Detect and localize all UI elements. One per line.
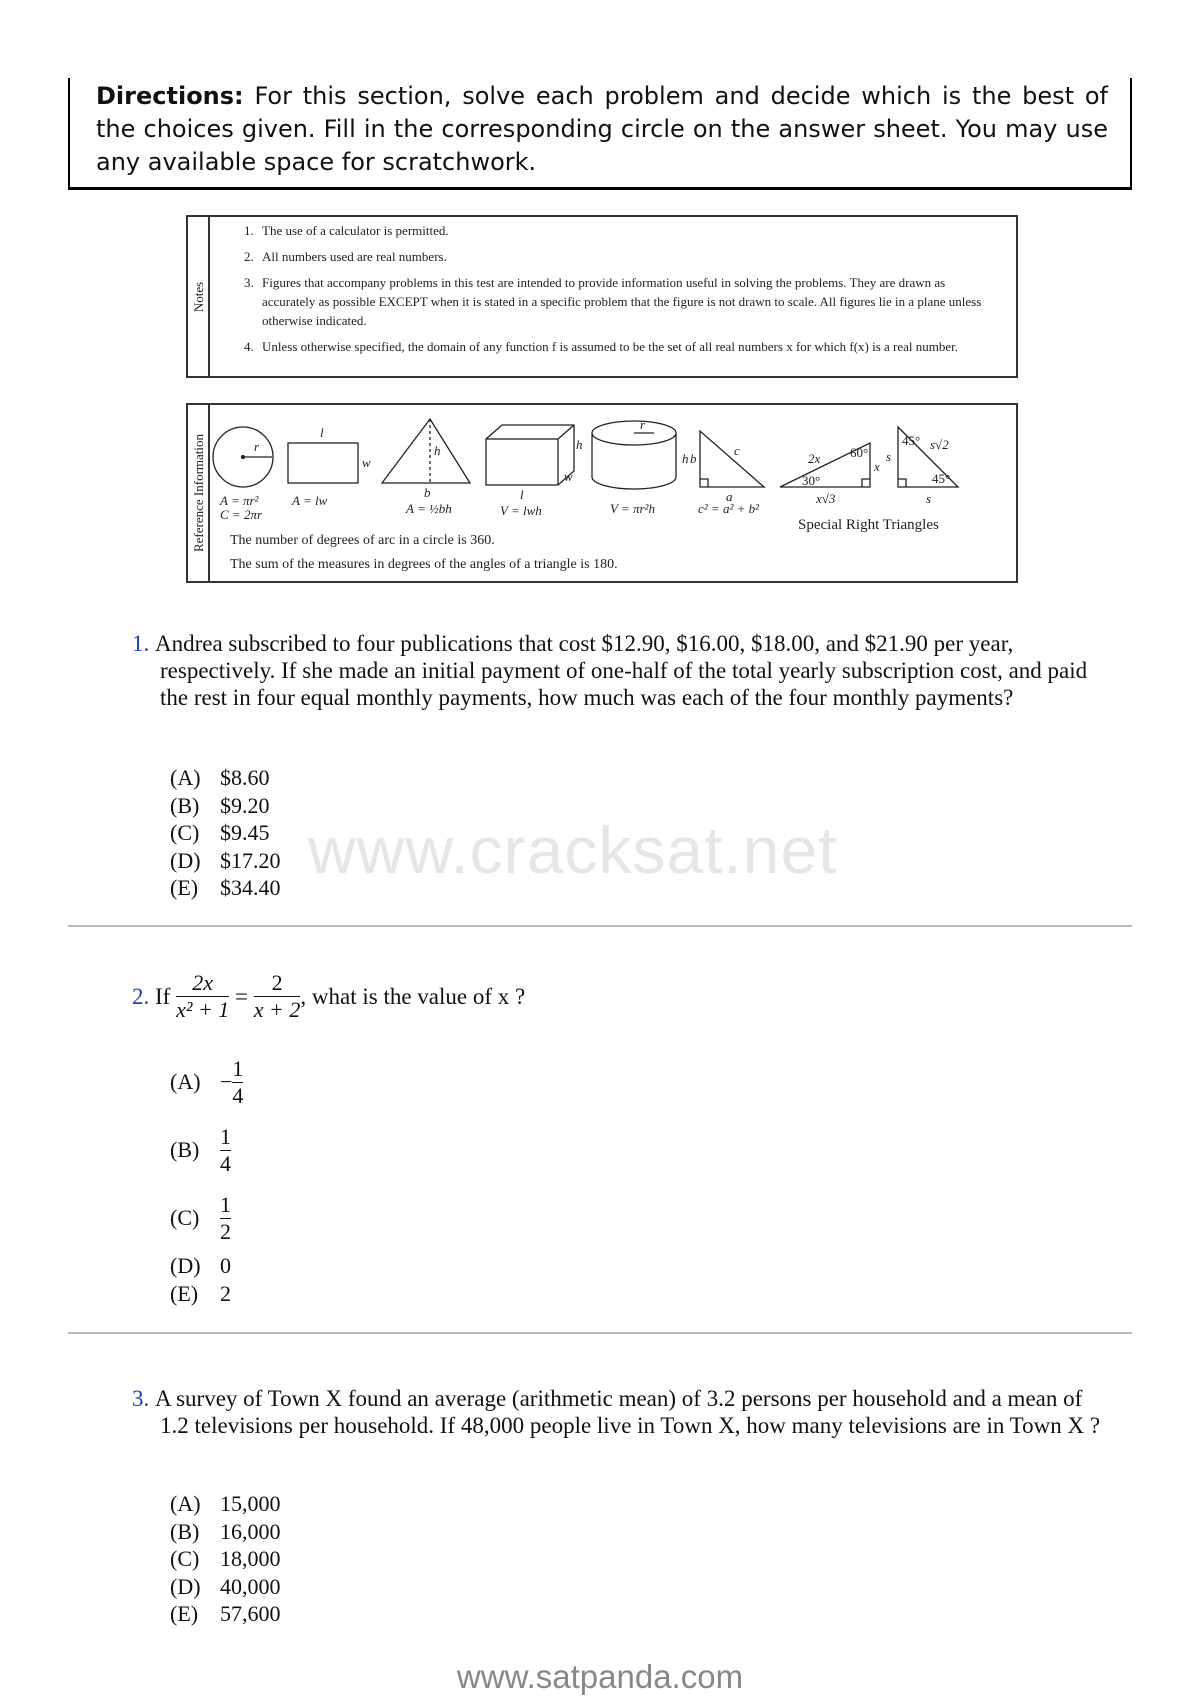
choice[interactable]: (D) $17.20 xyxy=(170,847,281,873)
directions-text: For this section, solve each problem and decide which is the best of the choices given. Fill in the corresponding circle on the answer sheet. You may use any available space for scratchwork. xyxy=(96,82,1108,176)
divider xyxy=(68,1332,1132,1334)
question-text: , what is the value of x ? xyxy=(300,984,526,1009)
question-3-choices xyxy=(170,1490,281,1628)
triangle-30-60-90-figure xyxy=(780,443,880,506)
question-1 xyxy=(132,630,1110,711)
note-item: 2. All numbers used are real numbers. xyxy=(244,249,447,264)
choice[interactable]: (E) $34.40 xyxy=(170,875,281,900)
svg-text:60°: 60° xyxy=(850,445,869,460)
question-number: 3. xyxy=(132,1386,150,1411)
directions-box xyxy=(68,78,1132,190)
equation-lhs-fraction: $\frac{2x}{\text{x² + 1}}$ xyxy=(176,970,230,1022)
box-figure xyxy=(486,425,583,518)
choice[interactable]: (C) 18,000 xyxy=(170,1546,281,1571)
notes-sidebar xyxy=(188,217,210,376)
note-item: 3. Figures that accompany problems in this test are intended to provide information useful in solving the problems. They are drawn as accurately as possible EXCEPT when it is stated in a specific problem that the figure is not drawn to scale. All figures lie in a plane unless otherwise indicated. xyxy=(244,275,982,328)
cylinder-figure xyxy=(592,417,689,516)
reference-figures xyxy=(210,405,1016,540)
triangle-area-formula: A = ½bh xyxy=(406,501,452,516)
svg-text:45°: 45° xyxy=(932,471,951,486)
choice[interactable]: (A) $8.60 xyxy=(170,765,270,790)
reference-sidebar-label: Reference Information xyxy=(191,433,206,553)
reference-box xyxy=(186,403,1018,583)
choice[interactable]: (C) $\frac{1}{2}$ xyxy=(170,1191,231,1244)
question-2: 2. If $\frac{2x}{\text{x² + 1}}$ = $\frac{2}{x + 2}$ , what is the value of x ? xyxy=(132,970,526,1022)
arc-note: The number of degrees of arc in a circle is 360. xyxy=(230,533,495,548)
box-volume-formula: V = lwh xyxy=(500,503,542,518)
watermark: www.cracksat.net xyxy=(308,813,838,887)
svg-text:x√3: x√3 xyxy=(816,491,836,506)
svg-text:45°: 45° xyxy=(902,433,921,448)
directions-label: Directions: xyxy=(96,82,244,110)
circle-figure xyxy=(213,427,273,522)
question-2-choices xyxy=(170,1048,370,1307)
angle-note: The sum of the measures in degrees of the angles of a triangle is 180. xyxy=(230,557,618,572)
question-number: 1. xyxy=(132,631,150,656)
right-triangle-figure xyxy=(690,431,764,516)
choice[interactable]: (A) 15,000 xyxy=(170,1491,281,1516)
choice[interactable]: (E) 57,600 xyxy=(170,1601,281,1626)
cylinder-volume-formula: V = πr²h xyxy=(610,501,655,516)
note-text: Figures that accompany problems in this test are intended to provide information useful in solving the problems. They are drawn as accurately as possible EXCEPT when it is stated in a specific problem that the figure is not drawn to scale. All figures lie in a plane unless otherwise indicated. xyxy=(262,275,982,328)
notes-list xyxy=(244,221,988,363)
choice[interactable]: (B) $\frac{1}{4}$ xyxy=(170,1123,231,1176)
question-1-choices xyxy=(170,764,281,902)
pythagorean-formula: c² = a² + b² xyxy=(698,501,760,516)
svg-text:2x: 2x xyxy=(808,451,821,466)
notes-sidebar-label: Notes xyxy=(191,281,206,312)
note-text: The use of a calculator is permitted. xyxy=(262,223,449,238)
choice[interactable]: (B) $9.20 xyxy=(170,792,270,818)
note-item: 1. The use of a calculator is permitted. xyxy=(244,223,449,238)
svg-text:s√2: s√2 xyxy=(930,437,949,452)
reference-sidebar xyxy=(188,405,210,581)
svg-text:w: w xyxy=(362,455,371,470)
svg-text:c: c xyxy=(734,443,740,458)
svg-text:a: a xyxy=(726,489,733,504)
svg-text:h: h xyxy=(682,451,689,466)
question-number: 2. xyxy=(132,984,150,1009)
note-text: All numbers used are real numbers. xyxy=(262,249,447,264)
svg-text:l: l xyxy=(320,425,324,440)
rectangle-area-formula: A = lw xyxy=(292,493,328,508)
circle-circumference-formula: C = 2πr xyxy=(220,507,263,522)
note-item: 4. Unless otherwise specified, the domain of any function f is assumed to be the set of all real numbers x for which f(x) is a real number. xyxy=(244,339,959,354)
svg-text:r: r xyxy=(254,439,260,454)
triangle-figure xyxy=(382,419,470,516)
choice[interactable]: (D) 40,000 xyxy=(170,1573,281,1599)
svg-text:30°: 30° xyxy=(802,473,821,488)
divider xyxy=(68,925,1132,927)
special-triangles-label: Special Right Triangles xyxy=(798,517,939,533)
svg-text:b: b xyxy=(424,485,431,500)
svg-text:w: w xyxy=(564,469,573,484)
svg-text:s: s xyxy=(886,449,892,464)
svg-text:l: l xyxy=(520,487,524,502)
rectangle-figure xyxy=(288,425,371,508)
svg-text:h: h xyxy=(434,443,441,458)
svg-text:h: h xyxy=(576,437,583,452)
svg-text:r: r xyxy=(640,417,646,432)
question-text: A survey of Town X found an average (arithmetic mean) of 3.2 persons per household and a mean of 1.2 televisions per household. If 48,000 people live in Town X, how many televisions are in Town X ? xyxy=(155,1386,1101,1438)
svg-text:x: x xyxy=(874,459,880,474)
triangle-45-45-90-figure xyxy=(886,427,958,506)
equation-rhs-fraction: $\frac{2}{x + 2}$ xyxy=(253,970,301,1022)
note-text: Unless otherwise specified, the domain of any function f is assumed to be the set of all real numbers x for which f(x) is a real number. xyxy=(262,339,959,354)
question-text: Andrea subscribed to four publications that cost $12.90, $16.00, $18.00, and $21.90 per year, respectively. If she made an initial payment of one-half of the total yearly subscription cost, and paid the rest in four equal monthly payments, how much was each of the four monthly payments? xyxy=(155,631,1088,710)
choice[interactable]: (A) − $\frac{1}{4}$ xyxy=(170,1055,244,1108)
notes-box xyxy=(186,215,1018,378)
circle-area-formula: A = πr² xyxy=(220,493,259,508)
question-3 xyxy=(132,1385,1110,1439)
footer-url: www.satpanda.com xyxy=(456,1658,744,1695)
choice[interactable]: (C) $9.45 xyxy=(170,820,270,845)
svg-text:s: s xyxy=(926,491,932,506)
choice[interactable]: (D) 0 xyxy=(170,1253,231,1278)
svg-text:b: b xyxy=(690,451,697,466)
choice[interactable]: (E) 2 xyxy=(170,1280,231,1306)
choice[interactable]: (B) 16,000 xyxy=(170,1518,281,1544)
